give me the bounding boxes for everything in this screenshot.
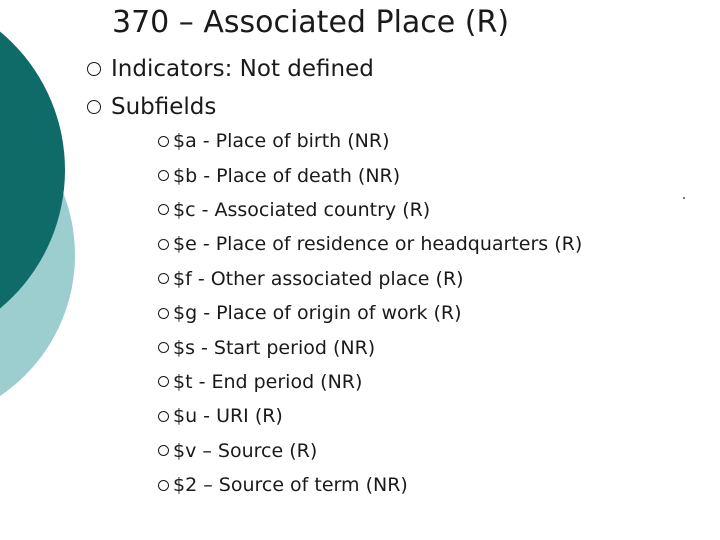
bullet-text: Indicators: Not defined <box>111 56 374 82</box>
subfield-item-c <box>158 193 582 227</box>
subfield-text: $c - Associated country (R) <box>173 198 431 221</box>
subfield-item-a <box>158 124 582 158</box>
hollow-circle-bullet-icon <box>158 308 169 319</box>
subfield-text: $e - Place of residence or headquarters (R) <box>173 233 583 256</box>
subfield-item-2 <box>158 468 582 502</box>
subfield-item-b <box>158 158 582 192</box>
subfield-text: $b - Place of death (NR) <box>173 164 401 187</box>
subfield-item-u <box>158 399 582 433</box>
subfield-text: $t - End period (NR) <box>173 370 363 393</box>
subfield-text: $f - Other associated place (R) <box>173 267 464 290</box>
hollow-circle-bullet-icon <box>158 480 169 491</box>
subfield-text: $2 – Source of term (NR) <box>173 474 408 497</box>
hollow-circle-bullet-icon <box>87 100 101 114</box>
subfield-item-s <box>158 330 582 364</box>
subfield-text: $s - Start period (NR) <box>173 336 376 359</box>
bullet-indicators <box>87 50 374 88</box>
subfield-item-t <box>158 365 582 399</box>
subfield-text: $g - Place of origin of work (R) <box>173 302 462 325</box>
hollow-circle-bullet-icon <box>158 170 169 181</box>
subfield-text: $u - URI (R) <box>173 405 283 428</box>
stray-dot <box>683 197 685 199</box>
hollow-circle-bullet-icon <box>158 239 169 250</box>
decorative-circles <box>0 0 90 540</box>
hollow-circle-bullet-icon <box>87 62 101 76</box>
subfield-item-f <box>158 262 582 296</box>
bullet-subfields <box>87 88 374 126</box>
subfield-text: $v – Source (R) <box>173 439 318 462</box>
subfield-list <box>158 124 582 502</box>
hollow-circle-bullet-icon <box>158 445 169 456</box>
hollow-circle-bullet-icon <box>158 411 169 422</box>
subfield-item-v <box>158 434 582 468</box>
subfield-text: $a - Place of birth (NR) <box>173 130 390 153</box>
bullet-text: Subfields <box>111 94 217 120</box>
hollow-circle-bullet-icon <box>158 204 169 215</box>
main-bullet-list <box>87 50 374 126</box>
hollow-circle-bullet-icon <box>158 342 169 353</box>
subfield-item-e <box>158 227 582 261</box>
slide-title: 370 – Associated Place (R) <box>112 5 510 40</box>
hollow-circle-bullet-icon <box>158 273 169 284</box>
subfield-item-g <box>158 296 582 330</box>
hollow-circle-bullet-icon <box>158 376 169 387</box>
hollow-circle-bullet-icon <box>158 136 169 147</box>
